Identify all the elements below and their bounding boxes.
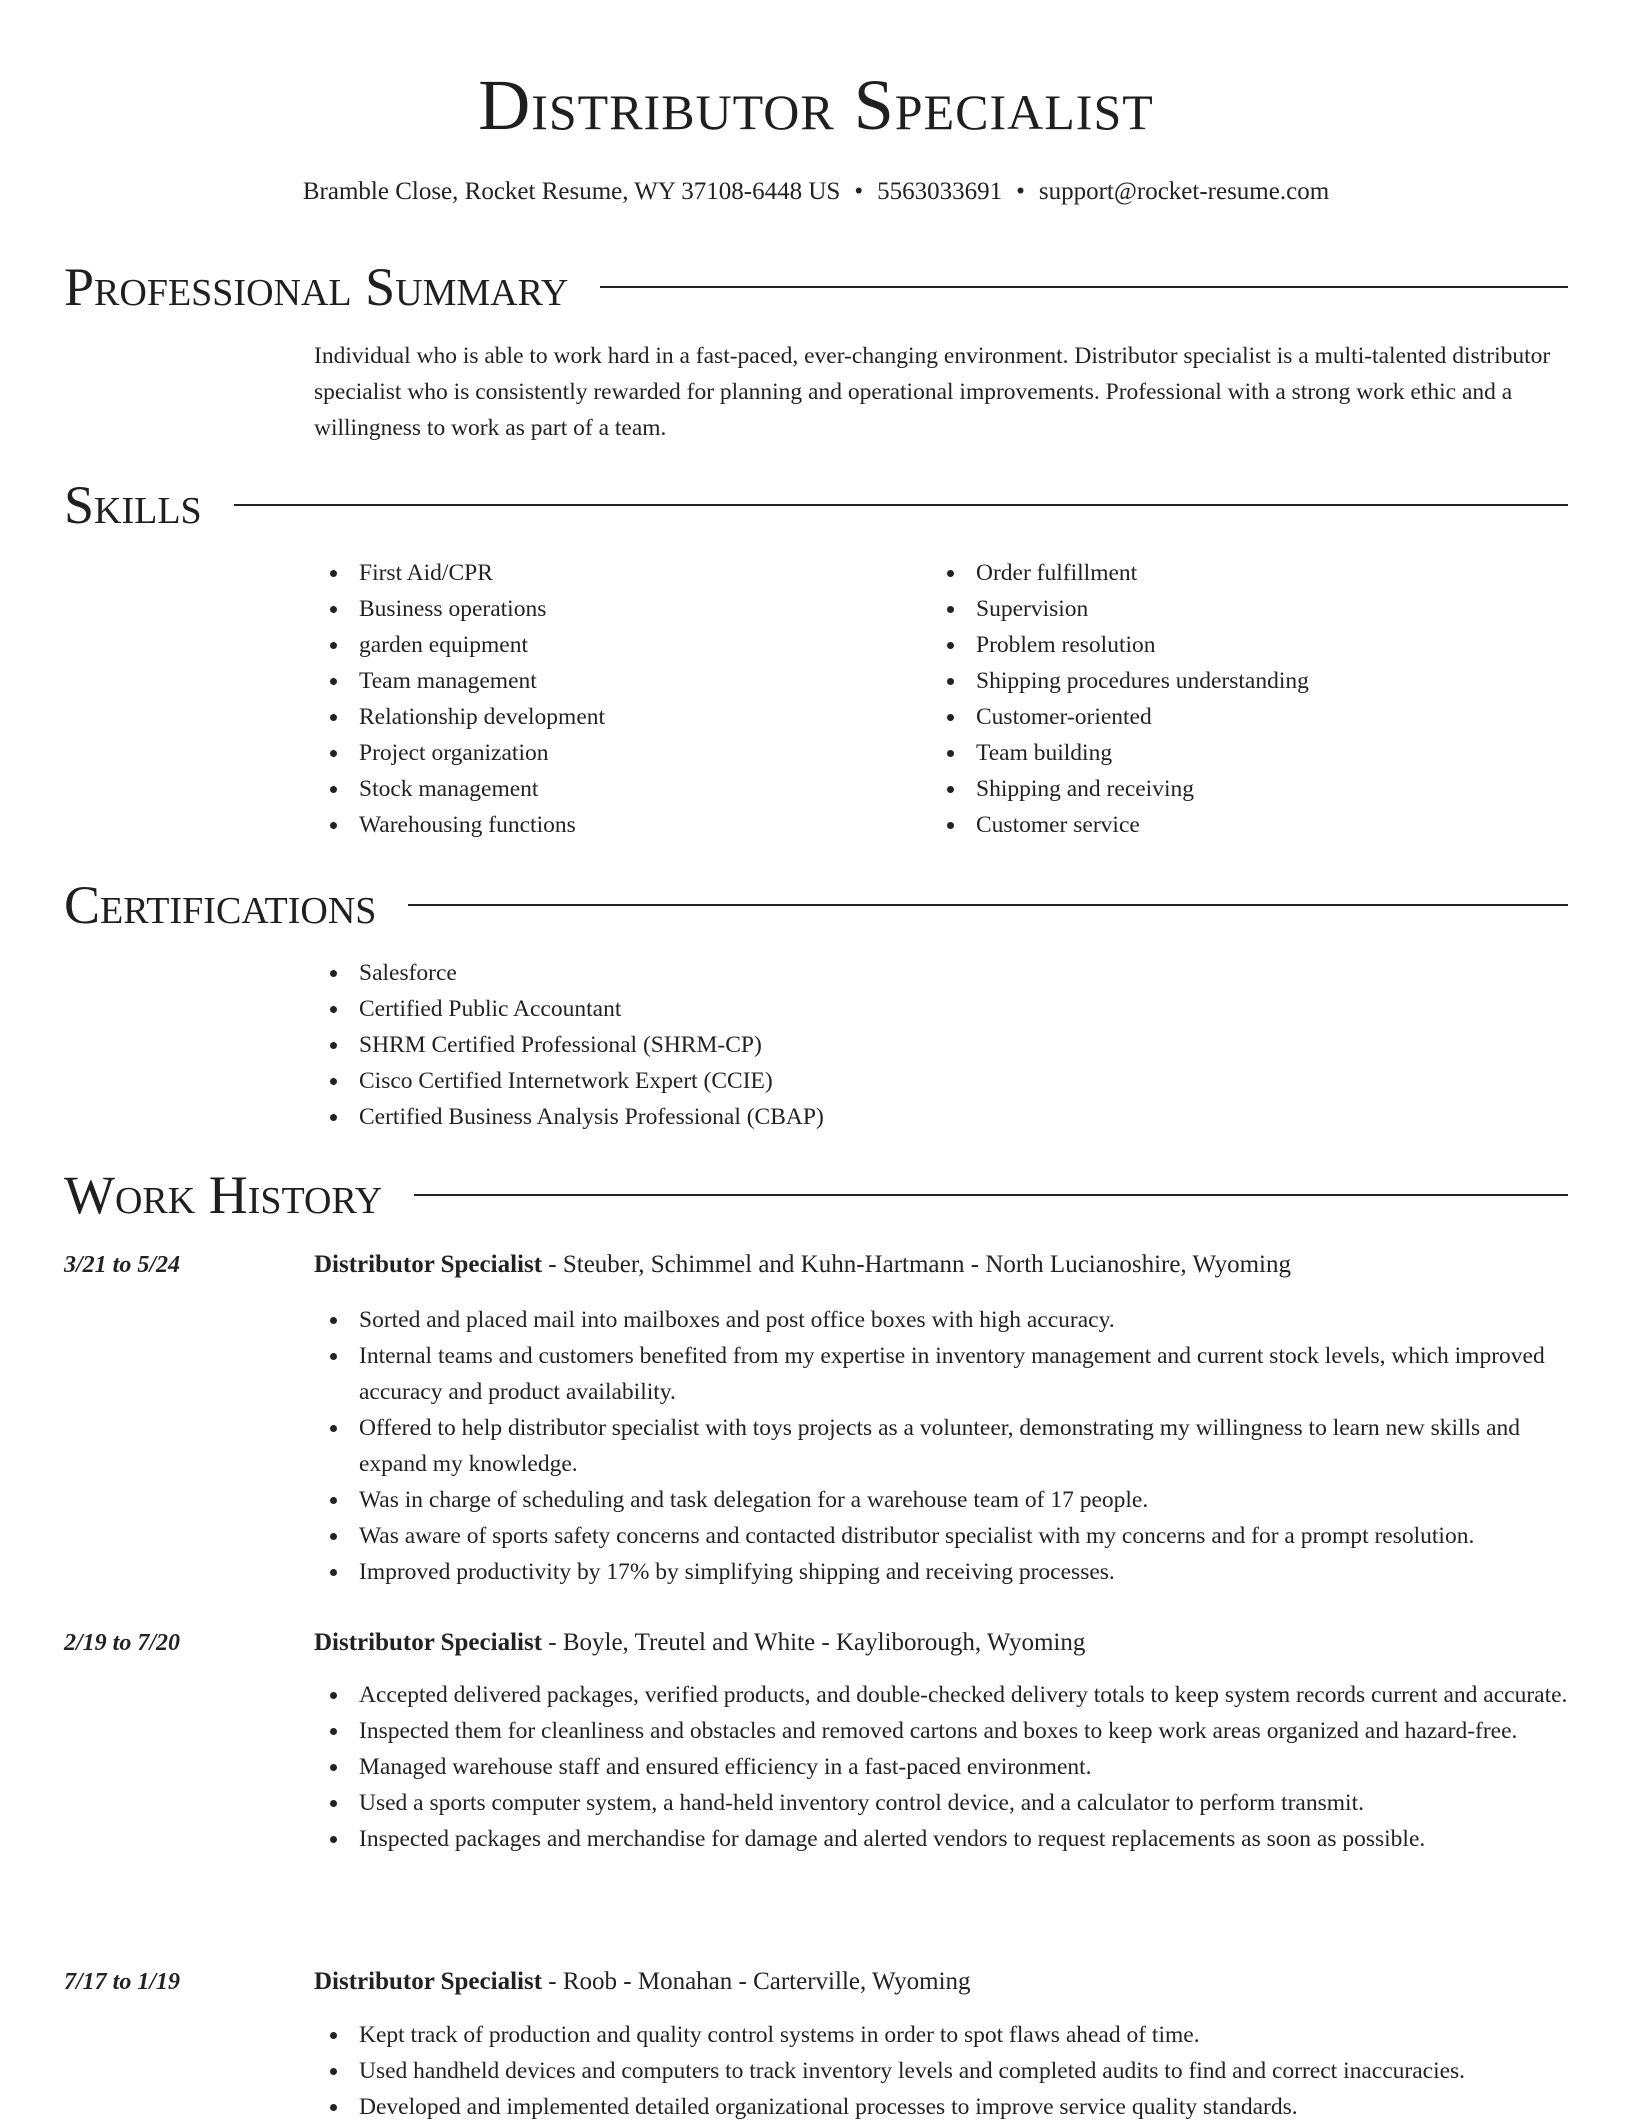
certification-item: Certified Business Analysis Professional (CBAP) bbox=[314, 1099, 1574, 1135]
certifications-list bbox=[314, 955, 1574, 1135]
responsibility-item: Was in charge of scheduling and task delegation for a warehouse team of 17 people. bbox=[314, 1482, 1574, 1518]
job-responsibilities bbox=[314, 1302, 1574, 1590]
job-responsibilities bbox=[314, 1677, 1574, 1857]
contact-phone: 5563033691 bbox=[877, 178, 1003, 205]
responsibility-item: Was aware of sports safety concerns and contacted distributor specialist with my concerns and for a prompt resolution. bbox=[314, 1518, 1574, 1554]
skill-item: Business operations bbox=[314, 591, 914, 627]
responsibility-item: Internal teams and customers benefited from my expertise in inventory management and current stock levels, which improved accuracy and product availability. bbox=[314, 1338, 1574, 1410]
contact-email: support@rocket-resume.com bbox=[1038, 178, 1330, 205]
contact-separator: • bbox=[1016, 178, 1025, 205]
job-dates: 2/19 to 7/20 bbox=[64, 1630, 181, 1656]
section-divider bbox=[600, 286, 1568, 288]
skill-item: Warehousing functions bbox=[314, 807, 914, 843]
certification-item: Certified Public Accountant bbox=[314, 991, 1574, 1027]
skill-item: Problem resolution bbox=[931, 627, 1531, 663]
skill-item: Team building bbox=[931, 735, 1531, 771]
section-heading-skills bbox=[64, 473, 1568, 537]
job-employer-location: - Steuber, Schimmel and Kuhn-Hartmann - North Lucianoshire, Wyoming bbox=[542, 1251, 1291, 1278]
responsibility-item: Kept track of production and quality control systems in order to spot flaws ahead of time. bbox=[314, 2017, 1574, 2053]
responsibility-item: Sorted and placed mail into mailboxes and post office boxes with high accuracy. bbox=[314, 1302, 1574, 1338]
section-divider bbox=[234, 504, 1568, 506]
skill-item: Supervision bbox=[931, 591, 1531, 627]
responsibility-item: Used handheld devices and computers to track inventory levels and completed audits to find and correct inaccuracies. bbox=[314, 2053, 1574, 2089]
contact-line bbox=[0, 176, 1632, 208]
responsibility-item: Managed warehouse staff and ensured efficiency in a fast-paced environment. bbox=[314, 1749, 1574, 1785]
responsibility-item: Used a sports computer system, a hand-held inventory control device, and a calculator to perform transmit. bbox=[314, 1785, 1574, 1821]
skill-item: Project organization bbox=[314, 735, 914, 771]
skill-item: Team management bbox=[314, 663, 914, 699]
job-dates: 3/21 to 5/24 bbox=[64, 1252, 181, 1278]
skill-item: Relationship development bbox=[314, 699, 914, 735]
contact-separator: • bbox=[854, 178, 864, 205]
skill-item: Customer-oriented bbox=[931, 699, 1531, 735]
section-heading-summary bbox=[64, 255, 1568, 319]
skills-list-left bbox=[314, 555, 914, 843]
skill-item: Customer service bbox=[931, 807, 1531, 843]
responsibility-item: Offered to help distributor specialist with toys projects as a volunteer, demonstrating my willingness to learn new skills and expand my knowledge. bbox=[314, 1410, 1574, 1482]
skill-item: garden equipment bbox=[314, 627, 914, 663]
section-heading-certifications bbox=[64, 873, 1568, 937]
skills-list-right bbox=[931, 555, 1531, 843]
responsibility-item: Accepted delivered packages, verified products, and double-checked delivery totals to keep system records current and accurate. bbox=[314, 1677, 1574, 1713]
responsibility-item: Improved productivity by 17% by simplifying shipping and receiving processes. bbox=[314, 1554, 1574, 1590]
job-title: Distributor Specialist bbox=[314, 1629, 543, 1656]
skill-item: Stock management bbox=[314, 771, 914, 807]
job-responsibilities bbox=[314, 2017, 1574, 2125]
job-title: Distributor Specialist bbox=[314, 1968, 543, 1995]
candidate-name: Distributor Specialist bbox=[478, 65, 1154, 145]
skill-item: Shipping and receiving bbox=[931, 771, 1531, 807]
skill-item: First Aid/CPR bbox=[314, 555, 914, 591]
section-divider bbox=[414, 1194, 1568, 1196]
job-title: Distributor Specialist bbox=[314, 1251, 543, 1278]
job-employer-location: - Boyle, Treutel and White - Kayliborough, Wyoming bbox=[542, 1629, 1086, 1656]
section-title: Certifications bbox=[64, 875, 377, 935]
job-heading bbox=[314, 1249, 1574, 1281]
certification-item: Salesforce bbox=[314, 955, 1574, 991]
section-title: Skills bbox=[64, 475, 202, 535]
job-heading bbox=[314, 1966, 1574, 1998]
skill-item: Shipping procedures understanding bbox=[931, 663, 1531, 699]
summary-text: Individual who is able to work hard in a fast-paced, ever-changing environment. Distributor specialist is a multi-talented distributor specialist who is consistently rewarded for planning and operational improvements. Professional with a strong work ethic and a willingness to work as part of a team. bbox=[314, 343, 1551, 441]
responsibility-item: Developed and implemented detailed organizational processes to improve service quality standards. bbox=[314, 2089, 1574, 2125]
section-divider bbox=[408, 904, 1568, 906]
certification-item: SHRM Certified Professional (SHRM-CP) bbox=[314, 1027, 1574, 1063]
skill-item: Order fulfillment bbox=[931, 555, 1531, 591]
section-heading-work-history bbox=[64, 1163, 1568, 1227]
certification-item: Cisco Certified Internetwork Expert (CCIE) bbox=[314, 1063, 1574, 1099]
responsibility-item: Inspected packages and merchandise for damage and alerted vendors to request replacements as soon as possible. bbox=[314, 1821, 1574, 1857]
job-dates: 7/17 to 1/19 bbox=[64, 1969, 181, 1995]
section-title: Professional Summary bbox=[64, 257, 569, 317]
job-employer-location: - Roob - Monahan - Carterville, Wyoming bbox=[542, 1968, 971, 1995]
job-heading bbox=[314, 1627, 1574, 1659]
section-title: Work History bbox=[64, 1165, 383, 1225]
responsibility-item: Inspected them for cleanliness and obstacles and removed cartons and boxes to keep work areas organized and hazard-free. bbox=[314, 1713, 1574, 1749]
contact-address: Bramble Close, Rocket Resume, WY 37108-6448 US bbox=[302, 178, 841, 205]
